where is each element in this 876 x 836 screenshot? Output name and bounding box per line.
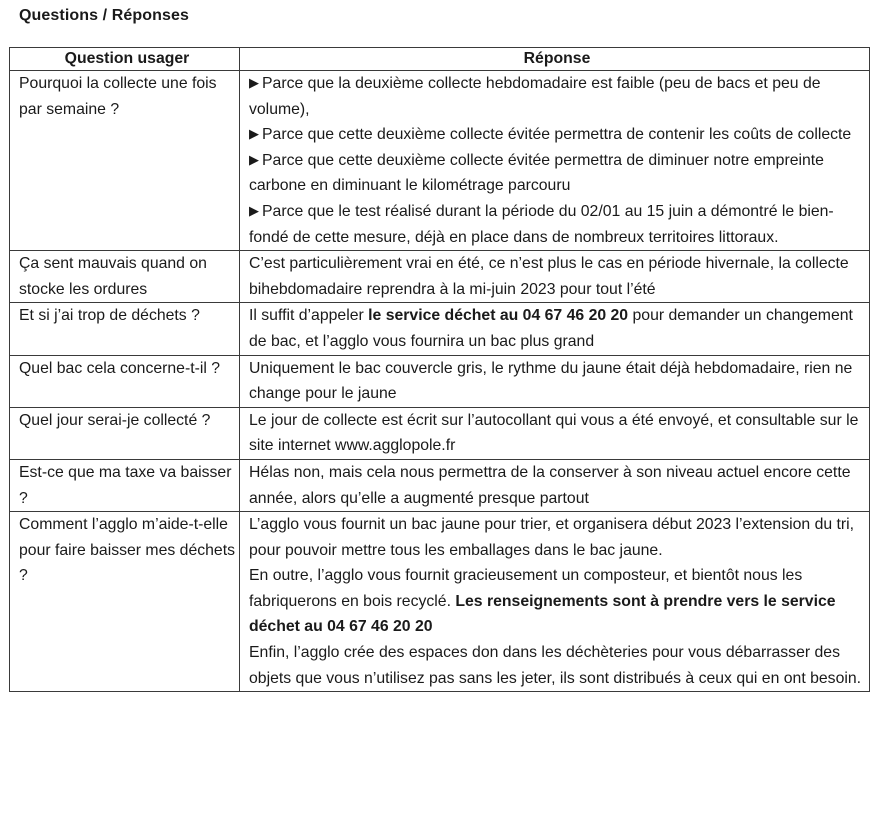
answer-text: Parce que le test réalisé durant la période du 02/01 au 15 juin a démontré le bien-fondé de cette mesure, déjà en place dans de nombreux territoires littoraux.: [249, 202, 834, 246]
answer-paragraph: [249, 71, 865, 122]
answer-cell: [240, 459, 870, 511]
answer-paragraph: [249, 356, 865, 407]
answer-text: pour demander un changement de bac, et l’agglo vous fournira un bac plus grand: [249, 307, 853, 350]
answer-paragraph: [249, 303, 865, 354]
question-column-header: Question usager: [10, 48, 240, 71]
qa-table: [9, 47, 870, 692]
question-cell: Est-ce que ma taxe va baisser ?: [10, 459, 240, 511]
table-row: [10, 251, 870, 303]
answer-column-header: Réponse: [240, 48, 870, 71]
question-cell: Pourquoi la collecte une fois par semaine ?: [10, 71, 240, 251]
answer-text: En outre, l’agglo vous fournit gracieusement un composteur, et bientôt nous les fabriquerons en bois recyclé.: [249, 567, 803, 610]
table-row: [10, 407, 870, 459]
table-row: [10, 512, 870, 692]
answer-text: Hélas non, mais cela nous permettra de la conserver à son niveau actuel encore cette année, alors qu’elle a augmenté presque partout: [249, 463, 851, 507]
table-row: [10, 71, 870, 251]
answer-text: Uniquement le bac couvercle gris, le rythme du jaune était déjà hebdomadaire, rien ne change pour le jaune: [249, 359, 853, 403]
answer-text: Parce que cette deuxième collecte évitée permettra de contenir les coûts de collecte: [262, 126, 852, 144]
answer-paragraph: [249, 148, 865, 199]
page-title: Questions / Réponses: [19, 7, 190, 24]
answer-text: Parce que cette deuxième collecte évitée permettra de diminuer notre empreinte carbone en diminuant le kilométrage parcouru: [249, 151, 824, 195]
answer-paragraph: [249, 640, 865, 691]
answer-cell: [240, 512, 870, 692]
answer-text: Le jour de collecte est écrit sur l’autocollant qui vous a été envoyé, et consultable sur le site internet www.agglopole.fr: [249, 411, 859, 455]
answer-cell: [240, 251, 870, 303]
answer-text: Il suffit d’appeler: [249, 307, 369, 325]
answer-text: C’est particulièrement vrai en été, ce n’est plus le cas en période hivernale, la collecte bihebdomadaire reprendra à la mi-juin 2023 pour tout l’été: [249, 255, 849, 298]
question-cell: Quel jour serai-je collecté ?: [10, 407, 240, 459]
header-row: [10, 48, 870, 71]
question-cell: Ça sent mauvais quand on stocke les ordures: [10, 251, 240, 303]
answer-paragraph: [249, 512, 865, 563]
answer-cell: [240, 355, 870, 407]
table-row: [10, 303, 870, 355]
question-cell: Comment l’agglo m’aide-t-elle pour faire baisser mes déchets ?: [10, 512, 240, 692]
question-cell: Quel bac cela concerne-t-il ?: [10, 355, 240, 407]
answer-cell: [240, 303, 870, 355]
question-cell: Et si j’ai trop de déchets ?: [10, 303, 240, 355]
answer-paragraph: [249, 251, 865, 302]
answer-paragraph: [249, 460, 865, 511]
answer-cell: [240, 407, 870, 459]
answer-paragraph: [249, 408, 865, 459]
answer-paragraph: [249, 199, 865, 250]
answer-text: Parce que la deuxième collecte hebdomadaire est faible (peu de bacs et peu de volume),: [249, 75, 821, 118]
answer-text: Enfin, l’agglo crée des espaces don dans les déchèteries pour vous débarrasser des objets que vous n’utilisez pas sans les jeter, ils sont distribués à ceux qui en ont besoin.: [249, 644, 862, 687]
answer-cell: [240, 71, 870, 251]
table-row: [10, 355, 870, 407]
service-phone-bold: le service déchet au 04 67 46 20 20: [368, 307, 629, 325]
answer-paragraph: [249, 122, 865, 148]
table-row: [10, 459, 870, 511]
answer-text: L’agglo vous fournit un bac jaune pour trier, et organisera début 2023 l’extension du tri, pour pouvoir mettre tous les emballages dans le bac jaune.: [249, 516, 855, 559]
service-contact-bold: Les renseignements sont à prendre vers le service déchet au 04 67 46 20 20: [249, 592, 836, 636]
answer-paragraph: [249, 563, 865, 640]
